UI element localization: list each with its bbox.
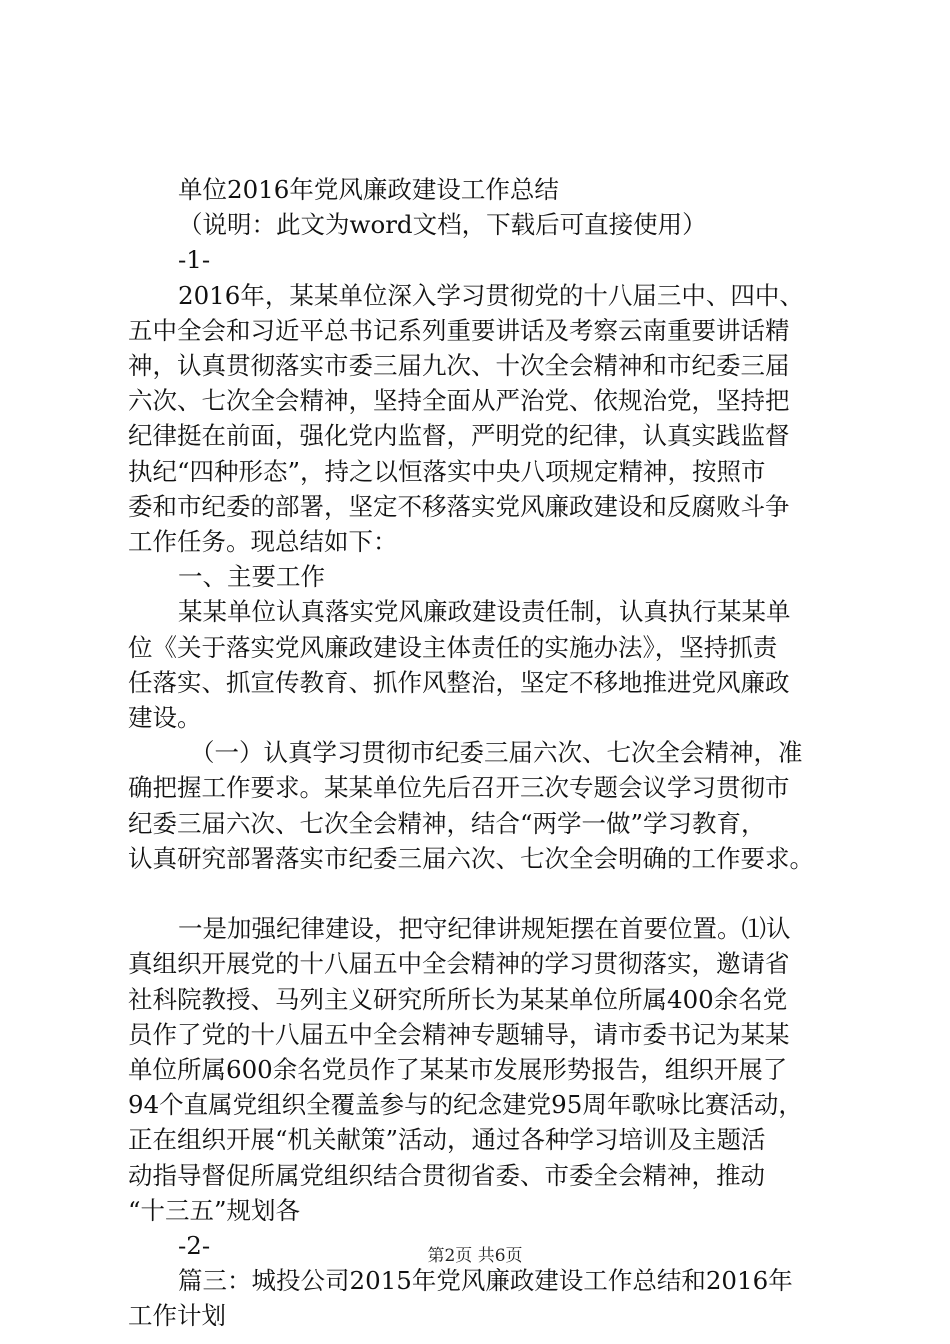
paragraph-line: 社科院教授、马列主义研究所所长为某某单位所属400余名党 [128, 984, 788, 1014]
paragraph-line: 工作任务。现总结如下： [128, 527, 398, 557]
page-marker: -1- [178, 245, 211, 275]
paragraph-line: 真组织开展党的十八届五中全会精神的学习贯彻落实，邀请省 [128, 949, 790, 979]
paragraph-line: 神，认真贯彻落实市委三届九次、十次全会精神和市纪委三届 [128, 351, 790, 381]
paragraph-line: 认真研究部署落实市纪委三届六次、七次全会明确的工作要求。 [128, 843, 814, 873]
paragraph-line: 正在组织开展“机关献策”活动，通过各种学习培训及主题活 [128, 1125, 766, 1155]
subsection-paragraph [128, 735, 840, 876]
section-paragraph [128, 594, 840, 735]
paragraph-line: 一是加强纪律建设，把守纪律讲规矩摆在首要位置。⑴认 [178, 914, 791, 944]
paragraph-line: 员作了党的十八届五中全会精神专题辅导，请市委书记为某某 [128, 1019, 790, 1049]
point-paragraph [128, 911, 840, 1228]
document-note: （说明：此文为word文档，下载后可直接使用） [178, 210, 707, 240]
paragraph-line: 五中全会和习近平总书记系列重要讲话及考察云南重要讲话精 [128, 315, 790, 345]
paragraph-line: 委和市纪委的部署，坚定不移落实党风廉政建设和反腐败斗争 [128, 491, 790, 521]
paragraph-line: 确把握工作要求。某某单位先后召开三次专题会议学习贯彻市 [128, 773, 790, 803]
paragraph-line: 任落实、抓宣传教育、抓作风整治，坚定不移地推进党风廉政 [128, 667, 790, 697]
page-marker: -2- [178, 1231, 211, 1261]
paragraph-line: “十三五”规划各 [128, 1195, 301, 1225]
paragraph-line: 工作计划 [128, 1301, 226, 1331]
page-footer: 第2页 共6页 [427, 1246, 523, 1266]
paragraph-line: 六次、七次全会精神，坚持全面从严治党、依规治党，坚持把 [128, 386, 790, 416]
section-heading: 一、主要工作 [178, 562, 325, 592]
paragraph-line: 2016年，某某单位深入学习贯彻党的十八届三中、四中、 [178, 280, 804, 310]
next-article-heading [128, 1263, 840, 1333]
paragraph-line: （一）认真学习贯彻市纪委三届六次、七次全会精神，准 [190, 738, 803, 768]
intro-paragraph [128, 278, 840, 560]
paragraph-line: 建设。 [128, 703, 202, 733]
blank-line [128, 876, 840, 911]
paragraph-line: 位《关于落实党风廉政建设主体责任的实施办法》，坚持抓责 [128, 632, 778, 662]
paragraph-line: 篇三：城投公司2015年党风廉政建设工作总结和2016年 [178, 1266, 793, 1296]
paragraph-line: 动指导督促所属党组织结合贯彻省委、市委全会精神，推动 [128, 1160, 765, 1190]
paragraph-line: 94个直属党组织全覆盖参与的纪念建党95周年歌咏比赛活动， [128, 1090, 803, 1120]
paragraph-line: 纪律挺在前面，强化党内监督，严明党的纪律，认真实践监督 [128, 421, 790, 451]
document-body [128, 172, 840, 1334]
paragraph-line: 纪委三届六次、七次全会精神，结合“两学一做”学习教育， [128, 808, 766, 838]
paragraph-line: 某某单位认真落实党风廉政建设责任制，认真执行某某单 [178, 597, 791, 627]
paragraph-line: 单位所属600余名党员作了某某市发展形势报告，组织开展了 [128, 1055, 788, 1085]
document-title: 单位2016年党风廉政建设工作总结 [178, 175, 559, 204]
paragraph-line: 执纪“四种形态”，持之以恒落实中央八项规定精神，按照市 [128, 456, 766, 486]
